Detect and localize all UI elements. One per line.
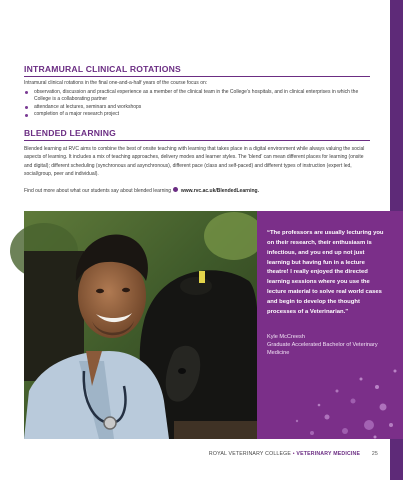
student-with-cow-photo (24, 211, 257, 439)
bullet-item: completion of a major research project (24, 111, 370, 119)
testimonial-panel (24, 211, 384, 439)
testimonial-quote: “The professors are usually lecturing you on their research, their enthusiasm is infectious, and you end up not just learning but having fun in a lecture theatre! I really enjoyed the directed learning sessions where you use the lecture material to solve real world cases and begin to develop the thought processes of a Veterinarian.” (267, 230, 384, 315)
find-out-more: Find out more about what our students say about blended learning www.rvc.ac.uk/BlendedLearning. (24, 187, 259, 194)
footer-college: ROYAL VETERINARY COLLEGE (208, 451, 292, 457)
student-name: Kyle McCreesh (267, 334, 305, 340)
blended-paragraph: Blended learning at RVC aims to combine the best of onsite teaching with learning that takes place in a digital environment while always valuing the social aspects of learning. It includes a mix of teaching approaches, delivery modes and learner styles. The ‘blend’ can mean different places for learning (onsite and digital); different scheduling (synchronous and asynchronous), different pace (class and self-paced) and different types of instruction (expert led, social/group, peer and individual). (24, 145, 365, 178)
main-content (24, 64, 370, 195)
bullet-item: observation, discussion and practical experience as a member of the clinical team in the College’s hospitals, and in clinical enterprises in which the College is a collaborating partner (24, 89, 370, 104)
footer-separator: • (292, 451, 295, 457)
link-arrow-icon (173, 187, 178, 192)
intramural-intro: Intramural clinical rotations in the final one-and-a-half years of the course focus on: (24, 80, 208, 86)
quote-box (257, 211, 403, 439)
bullet-dot-icon (25, 114, 28, 117)
blended-heading: BLENDED LEARNING (24, 128, 370, 141)
bullet-dot-icon (25, 106, 28, 109)
page-number: 25 (371, 451, 378, 457)
bullet-item: attendance at lectures, seminars and workshops (24, 104, 370, 112)
page-footer (0, 451, 378, 457)
blended-learning-link[interactable]: www.rvc.ac.uk/BlendedLearning. (180, 187, 259, 194)
testimonial-attribution (267, 333, 387, 358)
intramural-bullet-list (24, 89, 370, 119)
bullet-dot-icon (25, 91, 28, 94)
student-programme: Graduate Accelerated Bachelor of Veterinary Medicine (267, 342, 378, 357)
footer-subject: VETERINARY MEDICINE (296, 451, 361, 457)
intramural-heading: INTRAMURAL CLINICAL ROTATIONS (24, 64, 370, 77)
